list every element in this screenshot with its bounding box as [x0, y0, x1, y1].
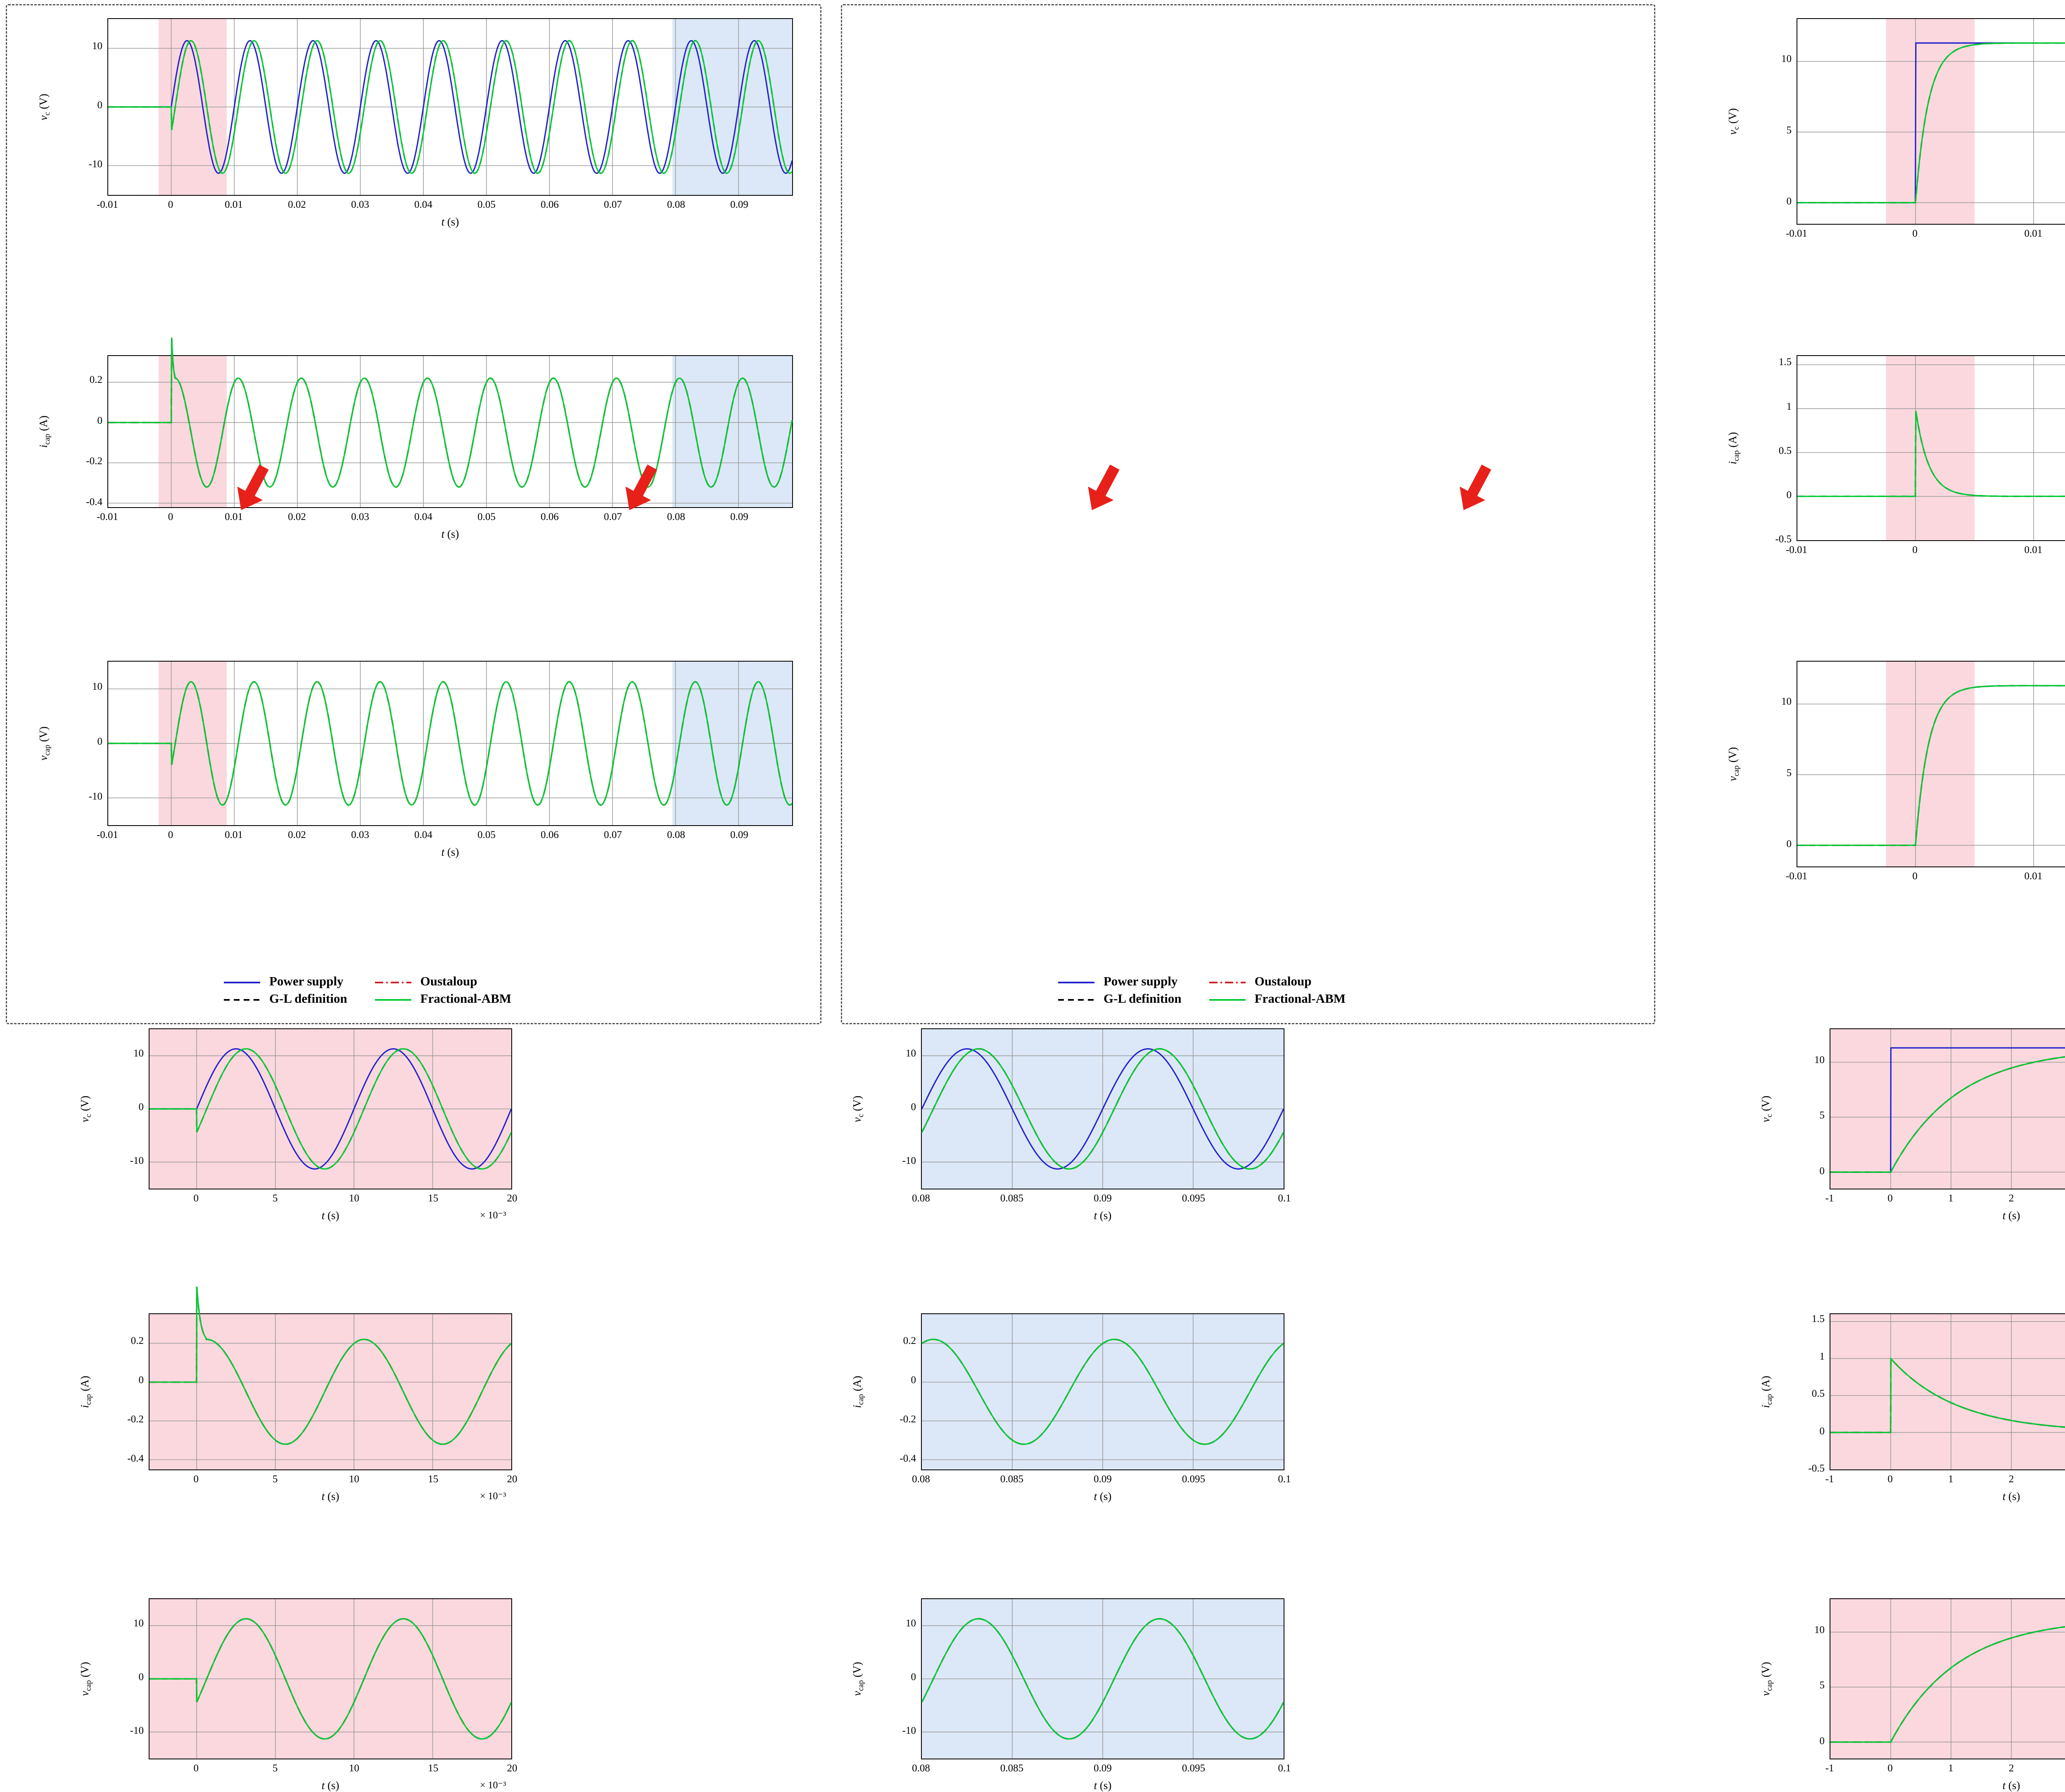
xtick-label: 0.05: [477, 199, 496, 210]
ytick-label: -10: [902, 1725, 916, 1736]
ytick-label: 10: [906, 1618, 916, 1629]
legend-label-power-supply: Power supply: [269, 974, 344, 988]
plot-area-a-top-vc: [107, 18, 793, 196]
ytick-label: 10: [1814, 1624, 1825, 1635]
xtick-label: 0.095: [1182, 1474, 1206, 1485]
legend-swatch-gl-definition: [1053, 990, 1099, 1007]
ytick-label: 0: [138, 1671, 144, 1683]
xtick-label: 0.03: [351, 199, 369, 210]
xtick-label: 2: [2008, 1763, 2014, 1774]
xtick-label: 10: [349, 1474, 359, 1485]
xaxis-label: t (s): [321, 1779, 339, 1792]
plot-area-a-zoomR-vc: [921, 1028, 1284, 1189]
chart-a-zoomL-vc: [149, 1028, 512, 1189]
ytick-label: 1: [1819, 1351, 1825, 1362]
xtick-label: 0.04: [414, 511, 432, 522]
xtick-label: 0.085: [1000, 1763, 1024, 1774]
xtick-label: 0: [1887, 1193, 1893, 1204]
ytick-label: 0.5: [1778, 445, 1792, 456]
xtick-label: 0.095: [1182, 1193, 1206, 1204]
ytick-label: 10: [92, 681, 102, 692]
chart-b-top-vc: [1797, 18, 2065, 225]
legend-swatch-oustaloup: [351, 973, 416, 990]
xtick-label: -1: [1825, 1474, 1834, 1485]
ytick-label: 5: [1786, 767, 1792, 779]
xtick-label: 0.06: [541, 829, 559, 840]
xtick-label: 5: [272, 1193, 278, 1204]
xtick-label: 1: [1948, 1193, 1953, 1204]
plot-area-b-zoomL-vc: [1830, 1028, 2065, 1189]
xtick-label: 0.02: [288, 199, 306, 210]
ytick-label: 0.5: [1811, 1388, 1825, 1400]
ytick-label: 0: [1819, 1165, 1825, 1177]
chart-b-zoomL-vcap: [1830, 1598, 2065, 1759]
xtick-label: 0.01: [2024, 544, 2043, 555]
xtick-label: 20: [507, 1193, 517, 1204]
ytick-label: 0: [97, 415, 102, 426]
panel-b: [841, 4, 1655, 1024]
xtick-label: 0: [168, 511, 173, 522]
xaxis-exponent: × 10⁻³: [480, 1210, 506, 1221]
xtick-label: 0.04: [414, 829, 432, 840]
xtick-label: 0.08: [667, 511, 685, 522]
legend-label-oustaloup: Oustaloup: [420, 974, 477, 988]
xtick-label: 0: [168, 829, 173, 840]
xtick-label: 10: [349, 1763, 359, 1774]
plot-area-a-top-vcap: [107, 661, 793, 826]
ytick-label: 5: [1819, 1680, 1825, 1691]
xtick-label: 0: [1912, 544, 1918, 555]
xaxis-label: t (s): [1094, 1490, 1112, 1502]
xtick-label: 0: [193, 1193, 199, 1204]
xtick-label: -0.01: [96, 829, 119, 840]
xtick-label: 0: [1887, 1474, 1893, 1485]
ytick-label: 0.2: [131, 1335, 144, 1347]
ytick-label: 0.2: [89, 374, 102, 386]
xtick-label: 0.07: [604, 199, 622, 210]
xtick-label: -0.01: [96, 199, 119, 210]
xaxis-exponent: × 10⁻³: [480, 1780, 506, 1791]
plot-area-a-zoomL-vc: [149, 1028, 512, 1189]
ytick-label: 10: [133, 1048, 144, 1059]
xtick-label: 0: [1887, 1763, 1893, 1774]
xtick-label: 15: [428, 1474, 439, 1485]
xtick-label: 0.01: [225, 511, 243, 522]
ytick-label: 5: [1819, 1110, 1825, 1121]
xtick-label: 0.08: [912, 1474, 930, 1485]
xaxis-label: t (s): [1094, 1779, 1112, 1792]
xtick-label: 5: [272, 1763, 278, 1774]
xaxis-label: t (s): [2002, 1779, 2020, 1792]
xaxis-label: t (s): [1094, 1209, 1112, 1222]
ytick-label: 0: [138, 1101, 144, 1113]
xtick-label: 0.08: [667, 829, 685, 840]
legend-label-fractional-abm: Fractional-ABM: [420, 991, 512, 1006]
xtick-label: [2047, 1763, 2065, 1774]
xtick-label: 0.085: [1000, 1193, 1024, 1204]
xtick-label: 0.1: [1278, 1193, 1291, 1204]
plot-area-a-top-icap: [107, 355, 793, 508]
yaxis-label: $v_{cap}$ (V): [37, 726, 52, 761]
plot-area-b-top-vc: [1797, 18, 2065, 225]
chart-b-zoomL-icap: [1830, 1313, 2065, 1470]
yaxis-label: $v_{cap}$ (V): [78, 1661, 93, 1696]
ytick-label: 10: [1814, 1054, 1825, 1066]
xtick-label: 15: [428, 1763, 439, 1774]
ytick-label: 0: [1819, 1735, 1825, 1747]
xtick-label: 1: [1948, 1763, 1953, 1774]
xtick-label: 0.07: [604, 829, 622, 840]
xtick-label: 0.08: [912, 1193, 930, 1204]
yaxis-label: $i_{cap}$ (A): [850, 1376, 866, 1408]
ytick-label: -10: [902, 1155, 916, 1166]
chart-a-zoomR-icap: [921, 1313, 1284, 1470]
plot-area-a-zoomR-vcap: [921, 1598, 1284, 1759]
xtick-label: -0.01: [1785, 228, 1808, 239]
ytick-label: 0: [1786, 489, 1792, 501]
legend-swatch-fractional-abm: [351, 990, 416, 1007]
xtick-label: 0.06: [541, 199, 559, 210]
ytick-label: -10: [130, 1725, 144, 1736]
xtick-label: [2047, 1474, 2065, 1485]
zoom-arrow-a-right: [620, 463, 665, 516]
xtick-label: 0.01: [225, 829, 243, 840]
xtick-label: 20: [507, 1474, 517, 1485]
ytick-label: 10: [1781, 696, 1792, 707]
xaxis-label: t (s): [2002, 1490, 2020, 1502]
yaxis-label: $i_{cap}$ (A): [78, 1376, 93, 1408]
xtick-label: 0.085: [1000, 1474, 1024, 1485]
xaxis-label: t (s): [441, 846, 459, 858]
yaxis-label: $v_{cap}$ (V): [1759, 1661, 1774, 1696]
xtick-label: 0.09: [730, 199, 748, 210]
xtick-label: 0.09: [730, 829, 748, 840]
ytick-label: -0.2: [900, 1414, 916, 1425]
ytick-label: -0.4: [900, 1453, 916, 1464]
chart-a-zoomL-vcap: [149, 1598, 512, 1759]
ytick-label: 1: [1786, 401, 1792, 412]
xtick-label: 0.03: [351, 829, 369, 840]
xtick-label: 1: [1948, 1474, 1953, 1485]
ytick-label: 5: [1786, 124, 1792, 136]
ytick-label: -10: [88, 159, 102, 170]
xtick-label: [2047, 1193, 2065, 1204]
xtick-label: 0.03: [351, 511, 369, 522]
plot-area-a-zoomL-vcap: [149, 1598, 512, 1759]
legend-swatch-power-supply: [1053, 973, 1099, 990]
chart-a-top-vcap: [107, 661, 793, 826]
xtick-label: 0.05: [477, 829, 496, 840]
ytick-label: 0: [1786, 838, 1792, 850]
yaxis-label: $v_c$ (V): [78, 1095, 93, 1123]
xtick-label: 0.05: [477, 511, 496, 522]
ytick-label: -0.5: [1775, 534, 1792, 545]
ytick-label: 10: [1781, 53, 1792, 65]
xtick-label: 0: [1912, 871, 1918, 882]
ytick-label: -10: [130, 1155, 144, 1166]
chart-a-zoomR-vcap: [921, 1598, 1284, 1759]
yaxis-label: $i_{cap}$ (A): [1759, 1376, 1774, 1408]
yaxis-label: $i_{cap}$ (A): [1726, 432, 1741, 465]
yaxis-label: $v_{cap}$ (V): [1726, 747, 1741, 781]
ytick-label: 0: [138, 1374, 144, 1386]
yaxis-label: $i_{cap}$ (A): [37, 415, 52, 448]
legend-label-power-supply: Power supply: [1104, 974, 1178, 988]
ytick-label: 10: [133, 1618, 144, 1629]
chart-a-zoomR-vc: [921, 1028, 1284, 1189]
ytick-label: 0: [97, 100, 102, 111]
legend-label-gl-definition: G-L definition: [269, 991, 347, 1006]
plot-area-b-zoomL-icap: [1830, 1313, 2065, 1470]
ytick-label: 0: [911, 1374, 916, 1386]
legend-panel-b: [1053, 973, 1350, 1007]
chart-a-top-vc: [107, 18, 793, 196]
legend-panel-a: [219, 973, 515, 1007]
xtick-label: 0.01: [2024, 228, 2043, 239]
xtick-label: 0.09: [1094, 1763, 1112, 1774]
legend-label-gl-definition: G-L definition: [1104, 991, 1182, 1006]
xtick-label: 0.04: [414, 199, 432, 210]
xtick-label: 0.1: [1278, 1763, 1291, 1774]
xaxis-label: t (s): [441, 528, 459, 540]
xtick-label: 0.07: [604, 511, 622, 522]
xtick-label: 0: [193, 1474, 199, 1485]
xtick-label: 0.06: [541, 511, 559, 522]
xaxis-label: t (s): [2002, 1209, 2020, 1222]
plot-area-a-zoomL-icap: [149, 1313, 512, 1470]
yaxis-label: $v_c$ (V): [1759, 1095, 1774, 1123]
xtick-label: 10: [349, 1193, 359, 1204]
ytick-label: 1.5: [1778, 356, 1792, 368]
yaxis-label: $v_c$ (V): [37, 93, 52, 121]
ytick-label: 10: [92, 40, 102, 52]
yaxis-label: $v_c$ (V): [1726, 108, 1741, 135]
ytick-label: 0.2: [903, 1335, 916, 1347]
ytick-label: -0.5: [1808, 1463, 1825, 1474]
zoom-arrow-b-right: [1454, 463, 1499, 516]
xtick-label: -0.01: [1785, 544, 1808, 555]
chart-a-top-icap: [107, 355, 793, 508]
legend-label-oustaloup: Oustaloup: [1254, 974, 1312, 988]
chart-a-zoomL-icap: [149, 1313, 512, 1470]
xaxis-exponent: × 10⁻³: [480, 1491, 506, 1502]
xtick-label: 5: [272, 1474, 278, 1485]
plot-area-b-top-icap: [1797, 355, 2065, 541]
ytick-label: -0.2: [127, 1414, 144, 1425]
ytick-label: 10: [906, 1048, 916, 1059]
xtick-label: 15: [428, 1193, 439, 1204]
plot-area-b-zoomL-vcap: [1830, 1598, 2065, 1759]
xtick-label: 2: [2008, 1474, 2014, 1485]
xtick-label: 0: [193, 1763, 199, 1774]
plot-area-b-top-vcap: [1797, 661, 2065, 867]
chart-b-zoomL-vc: [1830, 1028, 2065, 1189]
xtick-label: 0: [168, 199, 173, 210]
legend-swatch-power-supply: [219, 973, 265, 990]
xaxis-label: t (s): [321, 1209, 339, 1222]
yaxis-label: $v_{cap}$ (V): [850, 1661, 866, 1696]
xtick-label: 0.02: [288, 829, 306, 840]
ytick-label: -0.4: [127, 1453, 144, 1464]
ytick-label: 0: [911, 1101, 916, 1113]
xtick-label: 0.01: [2024, 871, 2043, 882]
legend-swatch-gl-definition: [219, 990, 265, 1007]
xaxis-label: t (s): [321, 1490, 339, 1502]
xtick-label: 0.01: [225, 199, 243, 210]
xtick-label: 0.1: [1278, 1474, 1291, 1485]
zoom-arrow-b-left: [1082, 463, 1127, 516]
plot-area-a-zoomR-icap: [921, 1313, 1284, 1470]
ytick-label: 0: [1786, 196, 1792, 207]
chart-b-top-vcap: [1797, 661, 2065, 867]
ytick-label: -0.2: [86, 456, 102, 467]
legend-swatch-fractional-abm: [1186, 990, 1251, 1007]
xtick-label: 0.09: [1094, 1474, 1112, 1485]
ytick-label: 0: [97, 736, 102, 747]
ytick-label: -10: [88, 791, 102, 802]
xtick-label: 0.09: [1094, 1193, 1112, 1204]
xtick-label: 0.08: [667, 199, 685, 210]
xtick-label: 0: [1912, 228, 1918, 239]
xtick-label: 0.09: [730, 511, 748, 522]
xtick-label: 2: [2008, 1193, 2014, 1204]
ytick-label: 1.5: [1811, 1313, 1825, 1325]
xtick-label: -0.01: [96, 511, 119, 522]
ytick-label: 0: [911, 1671, 916, 1683]
xtick-label: -1: [1825, 1193, 1834, 1204]
xtick-label: -1: [1825, 1763, 1834, 1774]
xaxis-label: t (s): [441, 216, 459, 228]
legend-label-fractional-abm: Fractional-ABM: [1254, 991, 1346, 1006]
xtick-label: -0.01: [1785, 871, 1808, 882]
xtick-label: 0.08: [912, 1763, 930, 1774]
xtick-label: 0.02: [288, 511, 306, 522]
ytick-label: -0.4: [86, 496, 102, 508]
ytick-label: 0: [1819, 1425, 1825, 1437]
yaxis-label: $v_c$ (V): [850, 1095, 866, 1123]
chart-b-top-icap: [1797, 355, 2065, 541]
legend-swatch-oustaloup: [1186, 973, 1251, 990]
zoom-arrow-a-left: [231, 463, 277, 516]
xtick-label: 20: [507, 1763, 517, 1774]
xtick-label: 0.095: [1182, 1763, 1206, 1774]
